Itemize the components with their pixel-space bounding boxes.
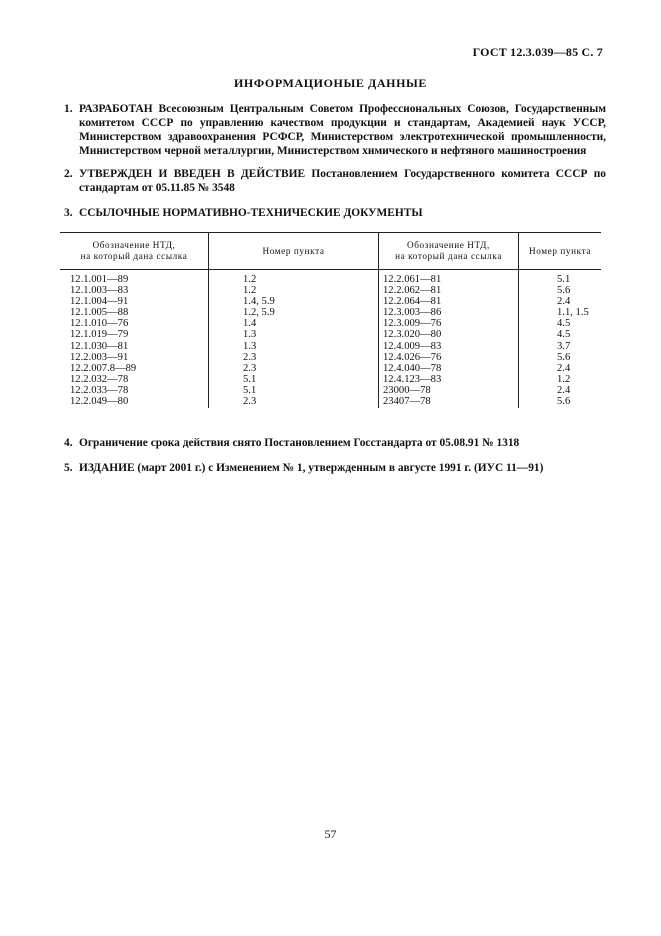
table-row [60,341,601,352]
table-cell: 12.3.003—86 [379,307,519,318]
section-number: 1. [64,103,73,115]
table-cell: 1.3 [209,341,379,352]
section-text: ССЫЛОЧНЫЕ НОРМАТИВНО-ТЕХНИЧЕСКИЕ ДОКУМЕНТЫ [79,207,423,219]
page-title: ИНФОРМАЦИОНЫЕ ДАННЫЕ [233,76,428,90]
section-text: РАЗРАБОТАН Всесоюзным Центральным Советом Профессиональных Союзов, Государственным комитетом СССР по управлению качеством продукции и стандартам, Академией наук УССР, Министерством здравоохранения РСФСР, Министерством электротехнической промышленности, Министерством черной металлургии, Министерством химического и нефтяного машиностроения [79,103,606,157]
table-cell: 12.3.009—76 [379,318,519,329]
table-header-row [60,233,601,270]
table-cell: 5.6 [519,285,602,296]
header-line: Обозначение НТД, [407,240,490,250]
page-number: 57 [324,827,337,841]
table-cell: 12.1.005—88 [70,307,129,319]
table-cell: 1.2 [209,285,379,296]
header-line: на который дана ссылка [80,251,188,261]
table-cell: 12.2.033—78 [70,384,129,396]
table-row [60,307,601,318]
table-cell: 4.5 [519,318,602,329]
table-row [60,374,601,385]
section-text: УТВЕРЖДЕН И ВВЕДЕН В ДЕЙСТВИЕ Постановлением Государственного комитета СССР по стандартам от 05.11.85 № 3548 [79,168,606,194]
table-cell: 1.2 [519,374,602,385]
section-number: 4. [64,437,73,449]
table-cell: 12.1.004—91 [70,296,129,308]
table-cell: 12.2.062—81 [379,285,519,296]
table-cell: 2.3 [209,396,379,408]
table-cell: 1.4, 5.9 [209,296,379,307]
table-cell: 2.3 [209,363,379,374]
table-cell: 5.1 [519,270,602,286]
header-line: Обозначение НТД, [92,240,176,250]
section-number: 3. [64,207,73,219]
table-cell: 12.4.040—78 [379,363,519,374]
header-clause-number-right: Номер пункта [519,233,602,270]
table-cell: 5.1 [209,385,379,396]
table-cell: 12.4.026—76 [379,352,519,363]
table-cell: 12.2.003—91 [70,351,129,363]
table-cell: 1.3 [209,329,379,340]
table-cell: 12.4.123—83 [379,374,519,385]
section-text: ИЗДАНИЕ (март 2001 г.) с Изменением № 1, утвержденным в августе 1991 г. (ИУС 11—91) [79,462,544,474]
table-cell: 12.2.061—81 [379,270,519,286]
section-3 [64,206,606,220]
document-header: ГОСТ 12.3.039—85 С. 7 [472,45,603,59]
table-cell: 2.4 [519,385,602,396]
table-cell: 3.7 [519,341,602,352]
section-number: 5. [64,462,73,474]
section-1 [64,102,606,158]
table-cell: 12.2.032—78 [70,373,129,385]
table-row [60,396,601,408]
table-cell: 12.2.049—80 [70,396,129,408]
section-number: 2. [64,168,73,180]
table-cell: 12.2.064—81 [379,296,519,307]
table-row [60,296,601,307]
table-cell: 5.6 [519,352,602,363]
table-cell: 12.1.019—79 [70,329,129,341]
table-row [60,363,601,374]
table-cell: 12.2.007.8—89 [70,362,137,374]
table-cell: 12.1.003—83 [70,285,129,297]
header-ntd-designation-right [379,233,519,270]
header-clause-number-left: Номер пункта [209,233,379,270]
reference-documents-table [60,232,601,408]
table-cell: 23000—78 [379,385,519,396]
header-line: на который дана ссылка [395,251,502,261]
table-cell: 1.2, 5.9 [209,307,379,318]
table-cell: 5.6 [519,396,602,408]
table-cell: 2.4 [519,363,602,374]
table-row [60,329,601,340]
table-cell: 23407—78 [379,396,519,408]
table-cell: 12.1.030—81 [70,340,129,352]
table-cell: 12.1.010—76 [70,318,129,330]
table-cell: 1.2 [209,270,379,286]
table-row [60,285,601,296]
table-cell: 1.1, 1.5 [519,307,602,318]
table-row [60,318,601,329]
table-cell: 2.3 [209,352,379,363]
table-cell: 1.4 [209,318,379,329]
table-cell: 12.4.009—83 [379,341,519,352]
table-cell: 5.1 [209,374,379,385]
header-ntd-designation-left [60,233,209,270]
table-cell: 12.1.001—89 [70,274,129,285]
table-cell: 2.4 [519,296,602,307]
section-5 [64,461,606,475]
table-cell: 12.3.020—80 [379,329,519,340]
section-text: Ограничение срока действия снято Постановлением Госстандарта от 05.08.91 № 1318 [79,437,520,449]
table-row [60,385,601,396]
table-cell: 4.5 [519,329,602,340]
table-row [60,270,601,286]
section-4 [64,436,606,450]
section-2 [64,167,606,195]
table-row [60,352,601,363]
